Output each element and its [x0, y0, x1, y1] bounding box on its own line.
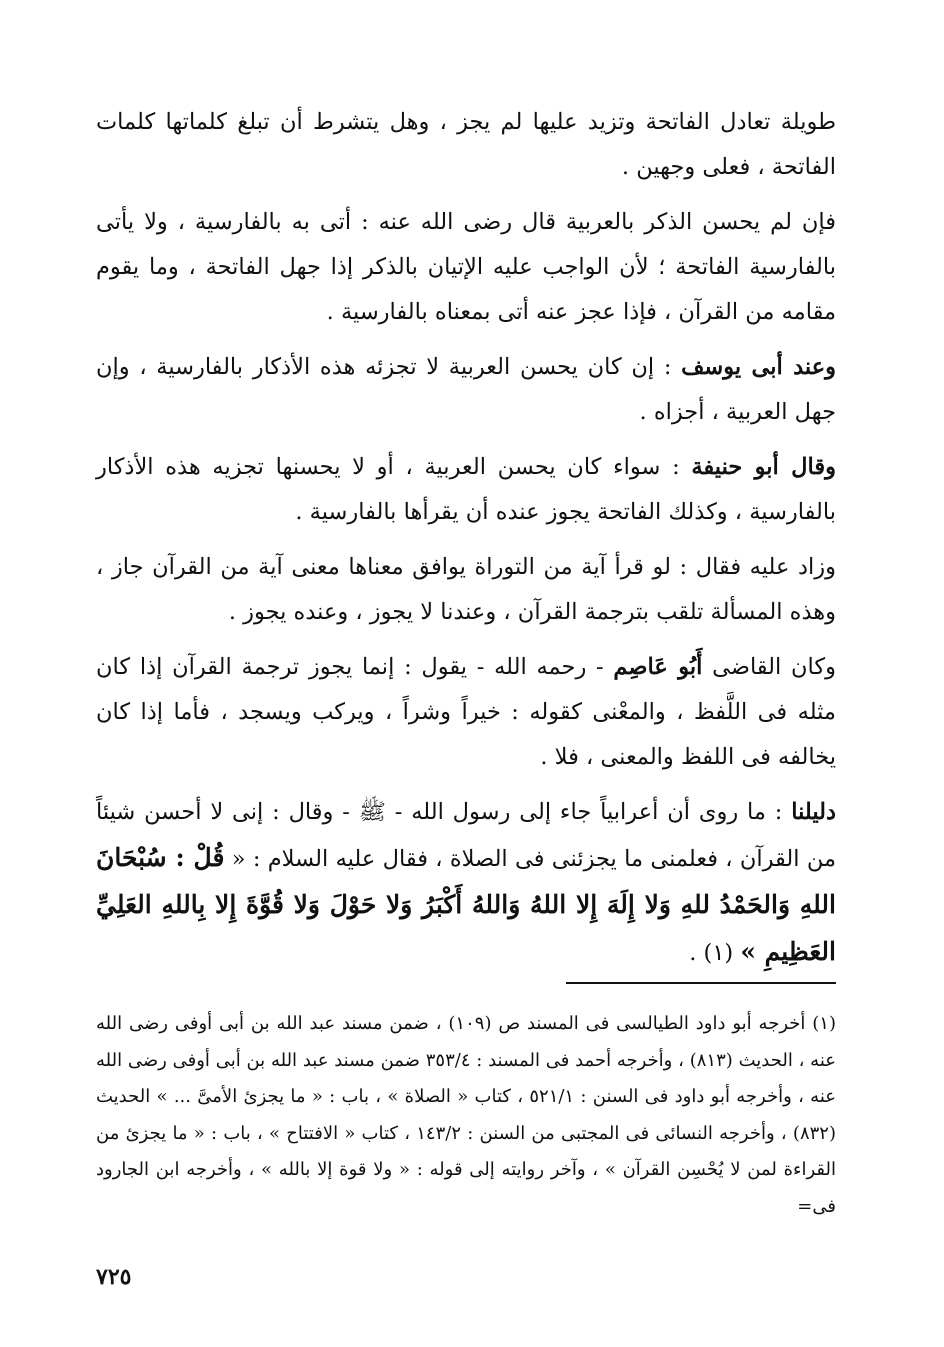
paragraph-7-lead: دليلنا	[791, 799, 836, 825]
paragraph-4-text: : سواء كان يحسن العربية ، أو لا يحسنها تجزيه هذه الأذكار بالفارسية ، وكذلك الفاتحة يجوز عنده أن يقرأها بالفارسية .	[96, 454, 836, 525]
paragraph-4-lead: وقال أبو حنيفة	[691, 454, 836, 480]
main-text	[96, 100, 836, 986]
paragraph-1	[96, 100, 836, 190]
paragraph-6-name: أَبُو عَاصِم	[613, 654, 703, 680]
paragraph-3	[96, 345, 836, 435]
paragraph-2-text: فإن لم يحسن الذكر بالعربية قال رضى الله عنه : أتى به بالفارسية ، ولا يأتى بالفارسية الفاتحة ؛ لأن الواجب عليه الإتيان بالذكر إذا جهل الفاتحة ، وما يقوم مقامه من القرآن ، فإذا عجز عنه أتى بمعناه بالفارسية .	[96, 209, 836, 325]
paragraph-7	[96, 790, 836, 976]
paragraph-7-text: : ما روى أن أعرابياً جاء إلى رسول الله - ﷺ - وقال : إنى لا أحسن شيئاً من القرآن ، فعلمنى ما يجزئنى فى الصلاة ، فقال عليه السلام : «	[96, 799, 837, 872]
paragraph-7-dua: قُلْ : سُبْحَانَ اللهِ وَالحَمْدُ للهِ وَلا إِلَهَ إِلا اللهُ وَاللهُ أَكْبَرُ وَلا حَوْلَ وَلا قُوَّةَ إِلا بِاللهِ العَلِيِّ العَظِيمِ »	[96, 843, 836, 966]
paragraph-6-pre: وكان القاضى	[702, 654, 836, 680]
paragraph-3-lead: وعند أبى يوسف	[681, 354, 836, 380]
paragraph-5	[96, 545, 836, 635]
footnote: (١) أخرجه أبو داود الطيالسى فى المسند ص (١٠٩) ، ضمن مسند عبد الله بن أبى أوفى رضى الله عنه ، الحديث (٨١٣) ، وأخرجه أحمد فى المسند : ٣٥٣/٤ ضمن مسند عبد الله بن أبى أوفى رضى الله عنه ، وأخرجه أبو داود فى السنن : ٥٢١/١ ، كتاب « الصلاة » ، باب : « ما يجزئ الأمىَّ ... » الحديث (٨٣٢) ، وأخرجه النسائى فى المجتبى من السنن : ١٤٣/٢ ، كتاب « الافتتاح » ، باب : « ما يجزئ من القراءة لمن لا يُحْسِن القرآن » ، وآخر روايته إلى قوله : « ولا قوة إلا بالله » ، وأخرجه ابن الجارود فى=	[96, 1013, 836, 1217]
paragraph-1-text: طويلة تعادل الفاتحة وتزيد عليها لم يجز ، وهل يتشرط أن تبلغ كلماتها كلمات الفاتحة ، فعلى وجهين .	[96, 109, 836, 180]
paragraph-7-tail: (١) .	[689, 940, 741, 966]
paragraph-4	[96, 445, 836, 535]
footnote-separator	[566, 982, 836, 984]
paragraph-2	[96, 200, 836, 335]
page-number: ٧٢٥	[96, 1264, 132, 1290]
paragraph-6-text: - رحمه الله - يقول : إنما يجوز ترجمة القرآن إذا كان مثله فى اللَّفظ ، والمعْنى كقوله : خيراً وشراً ، ويركب ويسجد ، فأما إذا كان يخالفه فى اللفظ والمعنى ، فلا .	[96, 654, 836, 770]
paragraph-3-text: : إن كان يحسن العربية لا تجزئه هذه الأذكار بالفارسية ، وإن جهل العربية ، أجزاه .	[96, 354, 836, 425]
paragraph-6	[96, 645, 836, 780]
paragraph-5-text: وزاد عليه فقال : لو قرأ آية من التوراة يوافق معناها معنى آية من القرآن جاز ، وهذه المسألة تلقب بترجمة القرآن ، وعندنا لا يجوز ، وعنده يجوز .	[96, 554, 836, 625]
